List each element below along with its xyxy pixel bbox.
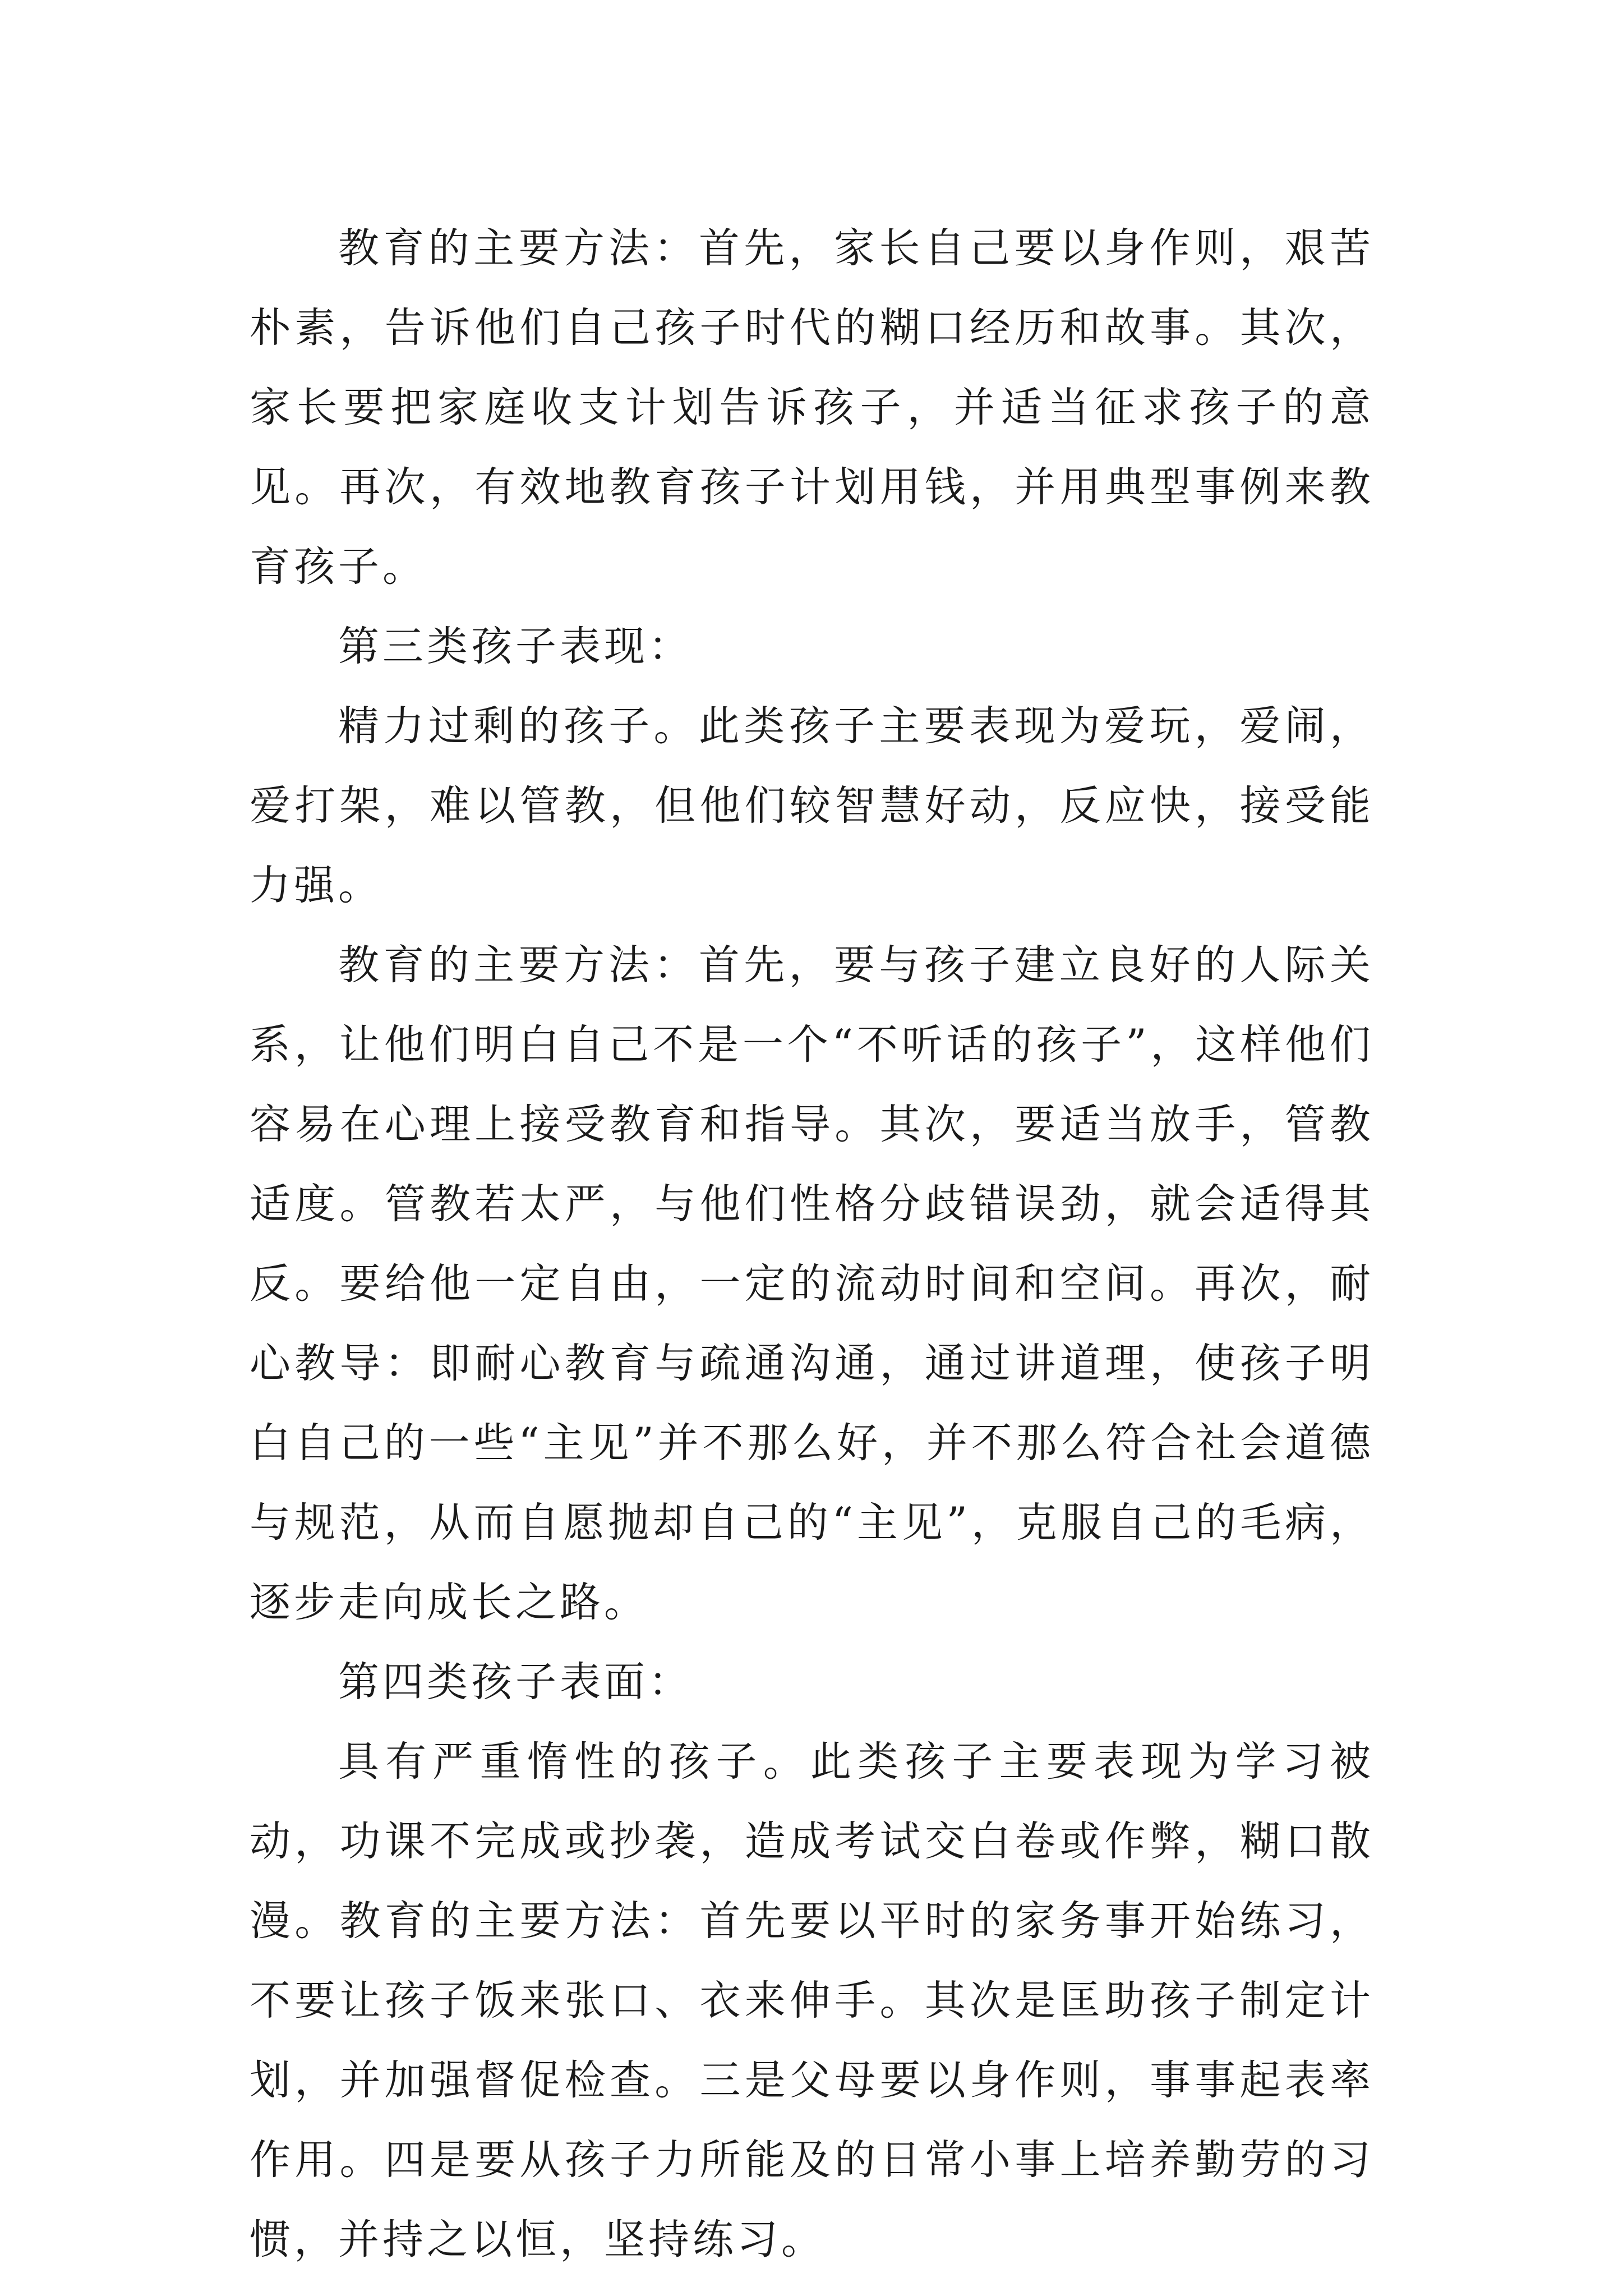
heading-type-3: 第三类孩子表现： — [338, 623, 693, 670]
paragraph-type-4-description: 具有严重惰性的孩子。此类孩子主要表现为学习被动，功课不完成或抄袭，造成考试交白卷或作弊，糊口散漫。教育的主要方法：首先要以平时的家务事开始练习，不要让孩子饭来张口、衣来伸手。其次是匡助孩子制定计划，并加强督促检查。三是父母要以身作则，事事起表率作用。四是要从孩子力所能及的日常小事上培养勤劳的习惯，并持之以恒，坚持练习。 — [250, 1738, 1374, 2263]
document-body — [250, 209, 1374, 2280]
heading-type-4: 第四类孩子表面： — [338, 1658, 693, 1706]
paragraph-method-2: 教育的主要方法：首先，家长自己要以身作则，艰苦朴素，告诉他们自己孩子时代的糊口经历和故事。其次，家长要把家庭收支计划告诉孩子，并适当征求孩子的意见。再次，有效地教育孩子计划用钱，并用典型事例来教育孩子。 — [250, 224, 1374, 591]
paragraph-method-3: 教育的主要方法：首先，要与孩子建立良好的人际关系，让他们明白自己不是一个“不听话的孩子”，这样他们容易在心理上接受教育和指导。其次，要适当放手，管教适度。管教若太严，与他们性格分歧错误劲，就会适得其反。要给他一定自由，一定的流动时间和空间。再次，耐心教导：即耐心教育与疏通沟通，通过讲道理，使孩子明白自己的一些“主见”并不那么好，并不那么符合社会道德与规范，从而自愿抛却自己的“主见”，克服自己的毛病，逐步走向成长之路。 — [250, 941, 1374, 1626]
paragraph-type-3-description: 精力过剩的孩子。此类孩子主要表现为爱玩，爱闹，爱打架，难以管教，但他们较智慧好动，反应快，接受能力强。 — [250, 702, 1374, 909]
